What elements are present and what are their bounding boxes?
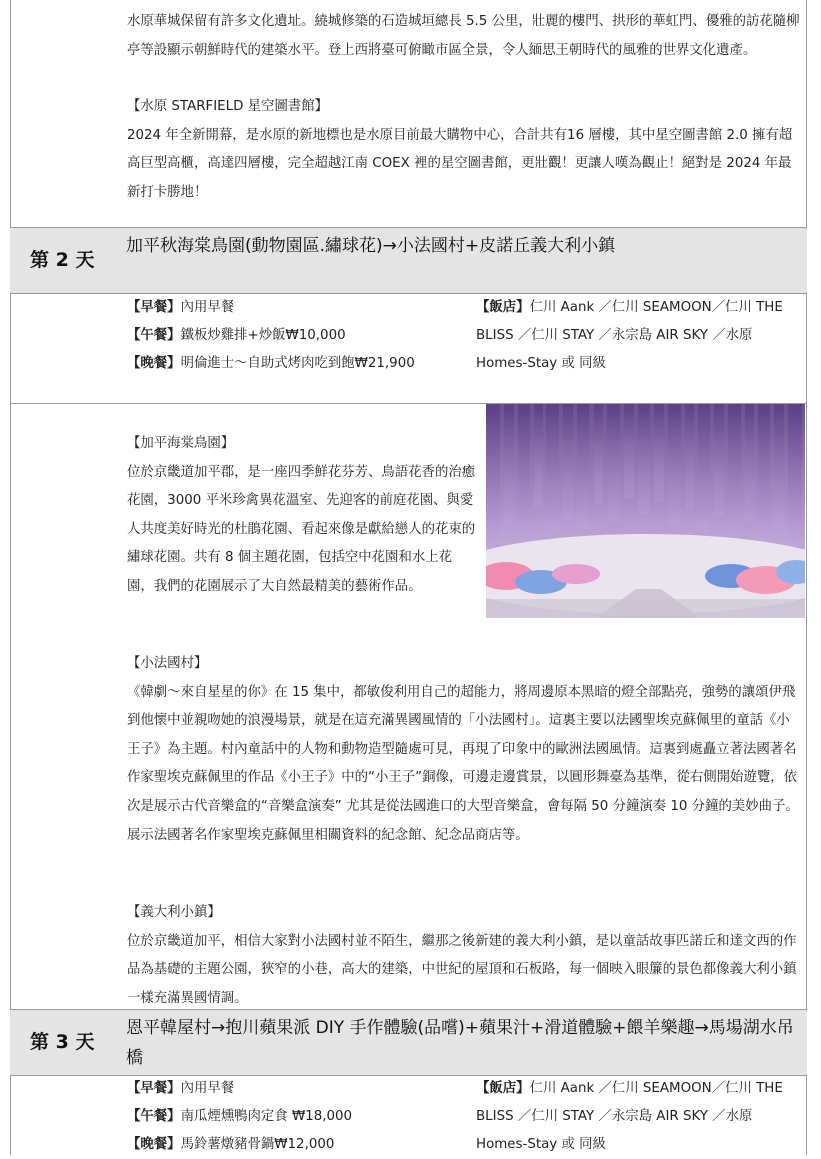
day2-label: 第 2 天 bbox=[30, 249, 95, 271]
day2-breakfast: 【早餐】內用早餐 bbox=[127, 300, 235, 315]
garden-title: 【加平海棠鳥園】 bbox=[127, 436, 235, 451]
day2-title: 加平秋海棠鳥園(動物園區.繡球花)→小法國村+皮諾丘義大利小鎮 bbox=[126, 236, 616, 256]
day2-meals bbox=[127, 294, 467, 378]
petite-france-text: 《韓劇～來自星星的你》在 15 集中，都敏俊利用自己的超能力，將周邊原本黑暗的燈全部點亮，強勢的讓頌伊飛到他懷中並親吻她的浪漫場景，就是在這充滿異國風情的「小法國村」。這裏主要以法國聖埃克蘇佩里的童話《小王子》為主題。村內童話中的人物和動物造型隨處可見，再現了印象中的歐洲法國風情。這裏到處矗立著法國著名作家聖埃克蘇佩里的作品《小王子》中的“小王子”銅像，可邊走邊賞景，以圓形舞臺為基準，從右側開始遊覽，依次是展示古代音樂盒的“音樂盒演奏” 尤其是從法國進口的大型音樂盒，會每隔 50 分鐘演奏 10 分鐘的美妙曲子。展示法國著名作家聖埃克蘇佩里相關資料的紀念館、紀念品商店等。 bbox=[127, 684, 799, 843]
garden-block bbox=[127, 430, 477, 602]
wisteria-garden-photo bbox=[486, 404, 805, 618]
garden-text: 位於京畿道加平郡，是一座四季鮮花芬芳、鳥語花香的治癒花園，3000 平米珍禽異花溫室、先迎客的前庭花園、與愛人共度美好時光的杜鵑花園、看起來像是獻給戀人的花束的繡球花園。共有 8 個主題花園，包括空中花園和水上花園，我們的花園展示了大自然最精美的藝術作品。 bbox=[127, 464, 476, 594]
starfield-title: 【水原 STARFIELD 星空圖書館】 bbox=[127, 99, 329, 115]
day3-lunch: 【午餐】南瓜煙燻鴨肉定食 ₩18,000 bbox=[127, 1109, 353, 1124]
italy-village-text: 位於京畿道加平，相信大家對小法國村並不陌生，繼那之後新建的義大利小鎮，是以童話故事匹諾丘和達文西的作品為基礎的主題公園，狹窄的小巷，高大的建築，中世紀的屋頂和石板路，每一個映入眼簾的景色都像義大利小鎮一樣充滿異國情調。 bbox=[127, 933, 797, 1006]
suwon-fortress-text: 水原華城保留有許多文化遺址。繞城修築的石造城垣總長 5.5 公里，壯麗的樓門、拱形的華虹門、優雅的訪花隨柳亭等設顯示朝鮮時代的建築水平。登上西將臺可俯瞰市區全景，令人緬思王朝時代的風雅的世界文化遺產。 bbox=[127, 14, 800, 58]
day3-header bbox=[10, 1009, 807, 1076]
day3-label: 第 3 天 bbox=[30, 1031, 95, 1053]
day3-hotel: 【飯店】仁川 Aank ／仁川 SEAMOON／仁川 THE BLISS ／仁川 STAY ／永宗島 AIR SKY ／水原 Homes-Stay 或 同級 bbox=[476, 1081, 783, 1152]
day2-hotel: 【飯店】仁川 Aank ／仁川 SEAMOON／仁川 THE BLISS ／仁川 STAY ／永宗島 AIR SKY ／水原 Homes-Stay 或 同級 bbox=[476, 300, 783, 371]
day3-title: 恩平韓屋村→抱川蘋果派 DIY 手作體驗(品嚐)+蘋果汁+滑道體驗+餵羊樂趣→馬場湖水吊橋 bbox=[126, 1018, 794, 1068]
starfield-text: 2024 年全新開幕，是水原的新地標也是水原目前最大購物中心，合計共有16 層樓，其中星空圖書館 2.0 擁有超高巨型高櫃，高達四層樓，完全超越江南 COEX 裡的星空圖書館，更壯觀！更讓人嘆為觀止！絕對是 2024 年最新打卡勝地！ bbox=[127, 127, 793, 200]
petite-france-title: 【小法國村】 bbox=[127, 656, 208, 671]
italy-village-title: 【義大利小鎮】 bbox=[127, 905, 221, 920]
day3-dinner: 【晚餐】馬鈴薯燉豬骨鍋₩12,000 bbox=[127, 1137, 335, 1152]
italy-village-block bbox=[127, 899, 802, 1013]
day2-header bbox=[10, 227, 807, 294]
day2-dinner: 【晚餐】明倫進士～自助式烤肉吃到飽₩21,900 bbox=[127, 356, 415, 371]
intro-block bbox=[127, 8, 802, 208]
day3-meals bbox=[127, 1075, 467, 1159]
spacer bbox=[127, 65, 802, 93]
day2-lunch: 【午餐】鐵板炒雞排+炒飯₩10,000 bbox=[127, 328, 346, 343]
day3-breakfast: 【早餐】內用早餐 bbox=[127, 1081, 235, 1096]
petite-france-block bbox=[127, 650, 802, 850]
